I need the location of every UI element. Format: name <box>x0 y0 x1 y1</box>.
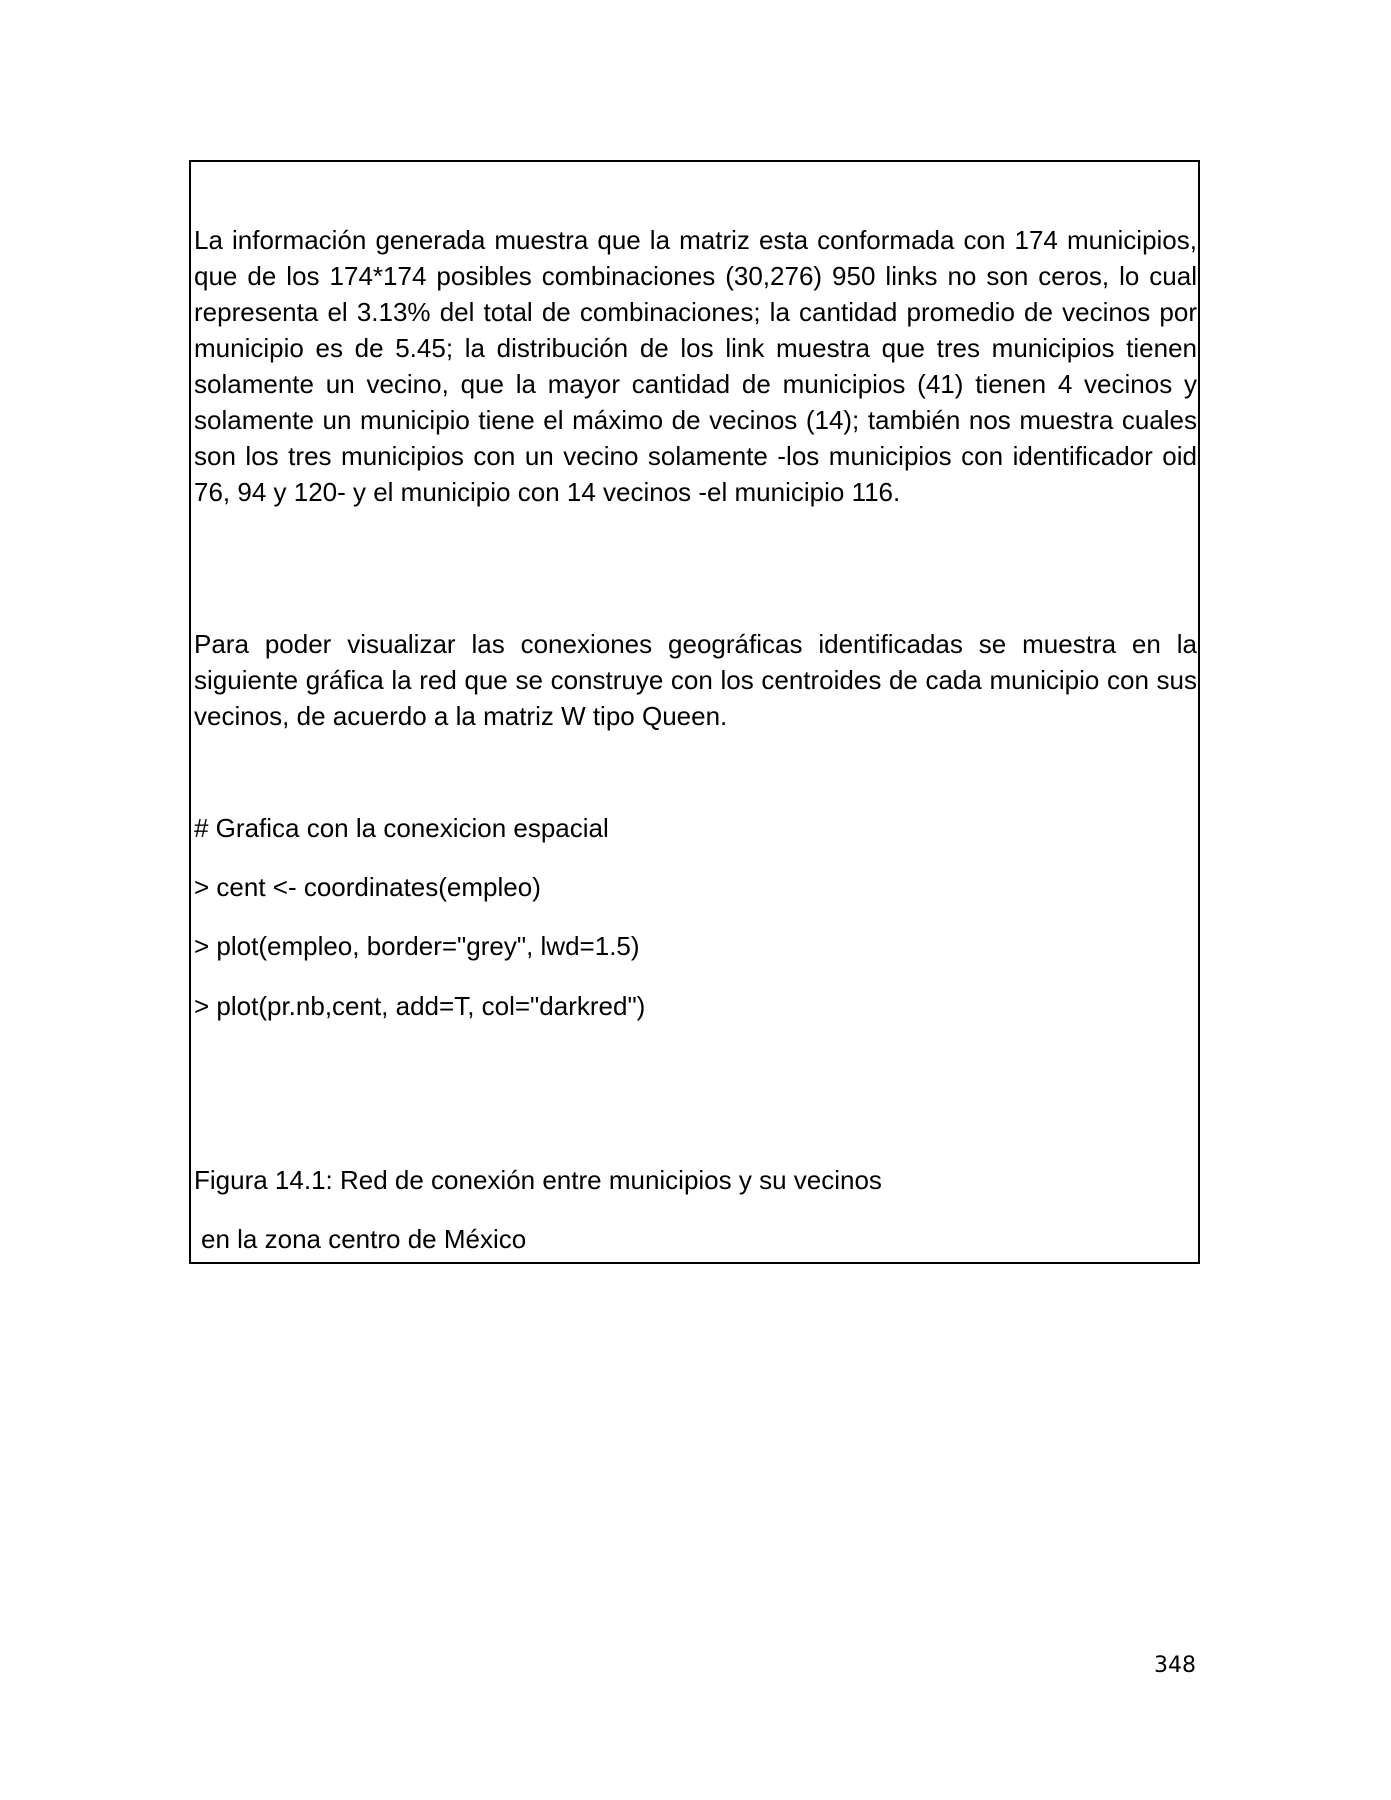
content-box <box>189 160 1200 1264</box>
figure-caption-subtitle: en la zona centro de México <box>201 1224 527 1254</box>
page-number: 348 <box>1154 1653 1196 1678</box>
code-line-plot-map: > plot(empleo, border="grey", lwd=1.5) <box>194 931 640 961</box>
paragraph-matrix-summary: La información generada muestra que la matriz esta conformada con 174 municipios, que de los 174*174 posibles combinaciones (30,276) 950 links no son ceros, lo cual representa el 3.13% del total de combinaciones; la cantidad promedio de vecinos por municipio es de 5.45; la distribución de los link muestra que tres municipios tienen solamente un vecino, que la mayor cantidad de municipios (41) tienen 4 vecinos y solamente un municipio tiene el máximo de vecinos (14); también nos muestra cuales son los tres municipios con un vecino solamente -los municipios con identificador oid 76, 94 y 120- y el municipio con 14 vecinos -el municipio 116. <box>194 225 1197 507</box>
figure-caption-title: Figura 14.1: Red de conexión entre municipios y su vecinos <box>194 1165 882 1195</box>
code-comment: # Grafica con la conexicion espacial <box>194 813 609 843</box>
code-line-coordinates: > cent <- coordinates(empleo) <box>194 872 541 902</box>
paragraph-visualization-intro: Para poder visualizar las conexiones geográficas identificadas se muestra en la siguiente gráfica la red que se construye con los centroides de cada municipio con sus vecinos, de acuerdo a la matriz W tipo Queen. <box>194 629 1197 731</box>
code-line-plot-network: > plot(pr.nb,cent, add=T, col="darkred") <box>194 991 646 1021</box>
